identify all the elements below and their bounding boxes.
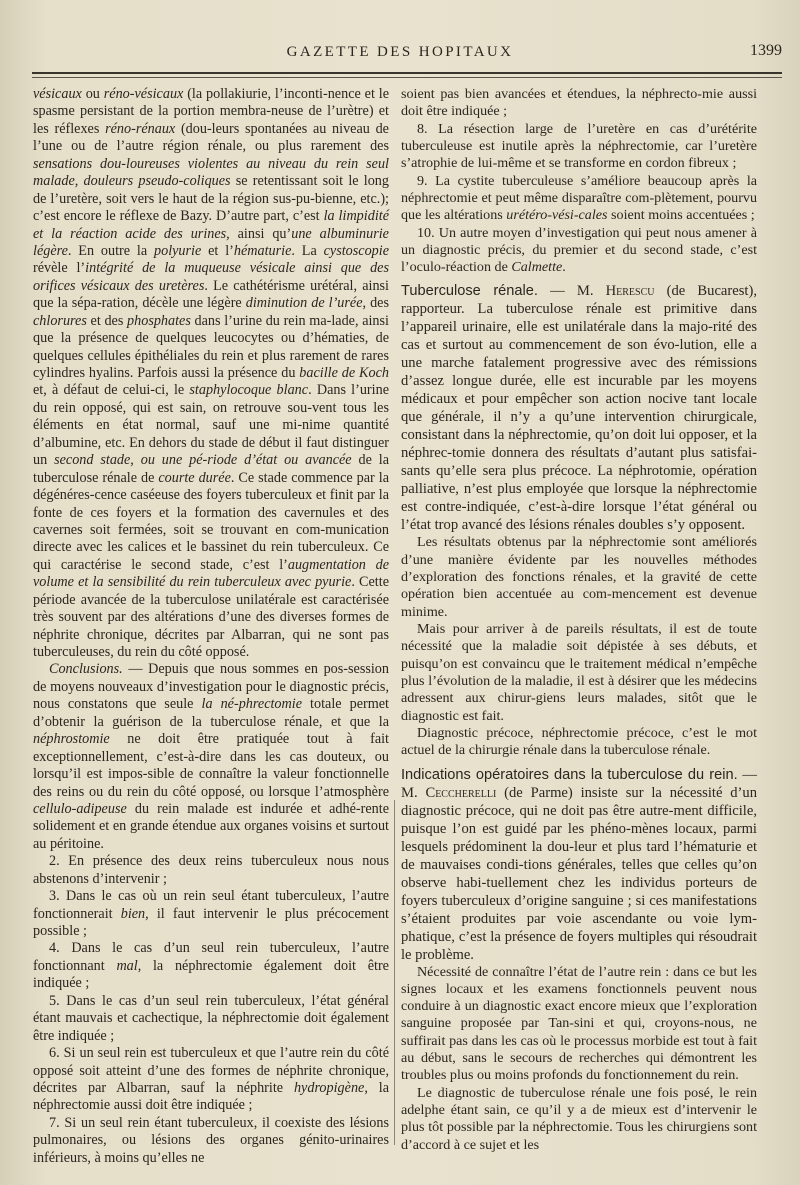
paragraph: vésicaux ou réno-vésicaux (la pollakiurie, l’inconti-nence et le spasme persistant de la portion membra-neuse de l’urètre) et les réflexes réno-rénaux (dou-leurs spontanées au niveau de l’une ou de l’autre région rénale, ou plus rarement des sensations dou-loureuses violentes au niveau du rein seul malade, douleurs pseudo-coliques se retentissant soit le long de l’uretère, soit vers le haut de la région sus-pu-bienne, etc.); c’est encore le réflexe de Bazy. D’autre part, c’est la limpidité et la réaction acide des urines, ainsi qu’une albuminurie légère. En outre la polyurie et l’hématurie. La cystoscopie révèle l’intégrité de la muqueuse vésicale ainsi que des orifices vésicaux des uretères. Le cathétérisme urétéral, ainsi que la sépa-ration, décèle une légère diminution de l’urée, des chlorures et des phosphates dans l’urine du rein ma-lade, ainsi que la présence de quelques leucocytes ou d’hématies, de quelques cellules épithéliales du rein et plus rarement de rares cylindres hyalins. Parfois aussi la présence du bacille de Koch et, à défaut de celui-ci, le staphylocoque blanc. Dans l’urine du rein opposé, qui est sain, on retrouve sou-vent tous les éléments en état normal, sauf une mi-nime quantité d’albumine, etc. En dehors du stade de début il faut distinguer un second stade, ou une pé-riode d’état ou avancée de la tuberculose rénale de courte durée. Ce stade commence par la dégénéres-cence caséeuse des foyers tuberculeux et finit par la fonte de ces foyers et la formation des cavernules et des cavernes soit fermées, soit se trouvant en com-munication directe avec les calices et le bassinet du rein tuberculeux. Ce qui caractérise le second stade, c’est l’augmentation de volume et la sensibilité du rein tuberculeux avec pyurie. Cette période avancée de la tuberculose unilatérale est caractérisée très souvent par des altérations d’une des diverses formes de néphrite chronique, décrites par Albarran, qui ne sont pas tuberculeuses, du rein du côté opposé.: [33, 86, 390, 660]
list-item: 8. La résection large de l’uretère en cas d’urétérite tuberculeuse est inutile après la néphrectomie, car l’uretère s’atrophie de lui-même et se transforme en cordon fibreux ;: [401, 120, 757, 172]
conclusions-paragraph: Conclusions. — Depuis que nous sommes en pos-session de moyens nouveaux d’investigation pour le diagnostic précis, nous constatons que seule la né-phrectomie totale permet d’obtenir la guérison de la tuberculose rénale, et que la néphrostomie ne doit être pratiquée tout à fait exceptionnellement, c’est-à-dire dans les cas douteux, ou lorsqu’il est impos-sible de connaître la valeur fonctionnelle des reins ou du rein du côté opposé, ou lorsque l’atmosphère cellulo-adipeuse du rein malade est indurée et adhé-rente solidement et en grande étendue aux organes voisins et surtout au péritoine.: [33, 661, 390, 852]
page-number: 1399: [750, 42, 782, 59]
list-item: 5. Dans le cas d’un seul rein tuberculeux, l’état général étant mauvais et cachectique, la néphrectomie doit également être indiquée ;: [33, 992, 389, 1044]
header-rule-thick: [32, 72, 782, 74]
list-item: 6. Si un seul rein est tuberculeux et que l’autre rein du côté opposé soit atteint d’une des formes de néphrite chronique, décrites par Albarran, sauf la néphrite hydropigène, la néphrectomie aussi doit être indiquée ;: [33, 1045, 389, 1114]
header-rule-thin: [32, 77, 782, 78]
section-heading-tuberculose-renale: Tuberculose rénale. — M. Herescu (de Bucarest), rapporteur. La tuberculose rénale est primitive dans l’appareil urinaire, elle est unilatérale dans la majo-rité des cas et surtout au commencement de son évo-lution, elle a une marche fatalement progressive avec des rémissions d’assez longue durée, elle est incurable par les moyens médicaux et pour empêcher son action nocive tant locale que générale, il n’y a qu’une intervention chirurgicale, consistant dans la néphrectomie, qu’on doit lui opposer, et la néphrec-tomie donnera des résultats d’autant plus satisfai-sants qu’elle sera plus précoce. La néphrotomie, opération palliative, n’est plus employée que lorsque la néphrectomie est contre-indiquée, c’est-à-dire lorsque l’état général ou l’état trop avancé des lésions rénales doubles s’y opposent.: [401, 283, 757, 534]
list-item: 7. Si un seul rein étant tuberculeux, il coexiste des lésions pulmonaires, ou lésions des organes génito-urinaires inférieurs, à moins qu’elles ne: [33, 1114, 389, 1166]
list-item: 2. En présence des deux reins tuberculeux nous nous abstenons d’intervenir ;: [33, 853, 389, 887]
paragraph: Diagnostic précoce, néphrectomie précoce, c’est le mot actuel de la chirurgie rénale dans la tuberculose rénale.: [401, 724, 757, 759]
column-divider: [394, 800, 395, 1145]
list-item: 3. Dans le cas où un rein seul étant tuberculeux, l’autre fonctionnerait bien, il faut intervenir le plus précocement possible ;: [33, 888, 389, 939]
left-column: [33, 86, 389, 1167]
paragraph: Le diagnostic de tuberculose rénale une fois posé, le rein adelphe étant sain, ce qu’il y a de mieux est d’intervenir le plus tôt possible par la néphrectomie. Tous les chirurgiens sont d’accord à ce sujet et les: [401, 1084, 757, 1153]
paragraph: Mais pour arriver à de pareils résultats, il est de toute nécessité que la maladie soit dépistée à ses débuts, et puisqu’on est convaincu que le traitement médical n’empêche plus l’évolution de la maladie, il est à désirer que les médecins adressent aux chirur-giens leurs malades, sitôt que le diagnostic est fait.: [401, 621, 757, 724]
list-item: 9. La cystite tuberculeuse s’améliore beaucoup après la néphrectomie et peut même disparaître com-plètement, pourvu que les altérations urétéro-vési-cales soient moins accentuées ;: [401, 172, 757, 224]
list-item: 4. Dans le cas d’un seul rein tuberculeux, l’autre fonctionnant mal, la néphrectomie également doit être indiquée ;: [33, 940, 389, 992]
paragraph: Nécessité de connaître l’état de l’autre rein : dans ce but les signes locaux et les examens fonctionnels peuvent nous conduire à un diagnostic exact encore mieux que l’exploration sanguine proposée par Tan-sini et qui, croyons-nous, ne suffirait pas dans les cas où le processus morbide est tout à fait au début, sans le secours de recherches qui démontrent les troubles plus ou moins profonds du fonctionnement du rein.: [401, 963, 757, 1084]
paragraph: soient pas bien avancées et étendues, la néphrecto-mie aussi doit être indiquée ;: [401, 86, 757, 120]
list-item: 10. Un autre moyen d’investigation qui peut nous amener à un diagnostic précis, du premier et du second stade, c’est l’oculo-réaction de Calmette.: [401, 224, 757, 276]
paragraph: Les résultats obtenus par la néphrectomie sont améliorés d’une manière évidente par les nouvelles méthodes d’exploration des fonctions rénales, et la gravité de cette opération bien accentuée au com-mencement est devenue minime.: [401, 534, 757, 620]
page-header: [0, 44, 800, 64]
journal-title: GAZETTE DES HOPITAUX: [286, 44, 514, 60]
section-heading-indications-operatoires: Indications opératoires dans la tuberculose du rein. — M. Ceccherelli (de Parme) insiste sur la nécessité d’un diagnostic précoce, qui ne doit pas être autre-ment difficile, puisque l’on est guidé par les phéno-mènes locaux, parmi lesquels prédominent la dou-leur et plus tard l’hématurie et de mauvaises condi-tions générales, telles que celles qu’on observe habi-tuellement chez les individus porteurs de foyers tuberculeux d’origine sanguine ; si ces manifestations s’étaient produites par voie ascendante ou voie lym-phatique, c’est la présence de foyers multiples qui résoudrait le problème.: [401, 766, 758, 963]
right-column: [401, 86, 757, 1154]
